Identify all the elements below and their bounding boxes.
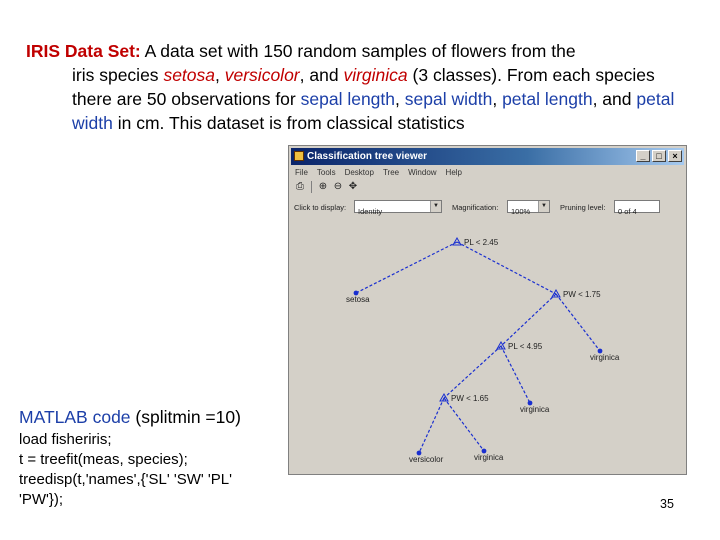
window-title: Classification tree viewer	[307, 151, 428, 162]
tree-canvas[interactable]	[292, 217, 683, 471]
intro-sep-5: , and	[592, 89, 632, 109]
intro-text-1: A data set with 150 random samples of flowers from the	[144, 41, 576, 61]
code-line-3: treedisp(t,'names',{'SL' 'SW' 'PL'	[19, 471, 232, 488]
tree-diagram	[292, 217, 685, 473]
species-versicolor: versicolor	[224, 65, 300, 85]
tree-edge	[501, 346, 530, 403]
menu-tools[interactable]: Tools	[316, 168, 336, 177]
menu-file[interactable]: File	[295, 168, 308, 177]
intro-sep-3: ,	[395, 89, 400, 109]
magnification-value: 100%	[511, 207, 531, 216]
species-setosa: setosa	[163, 65, 215, 85]
intro-sep-2: , and	[299, 65, 339, 85]
leaf-node-label: virginica	[474, 453, 504, 462]
toolbar	[292, 181, 359, 195]
tree-edge	[556, 294, 600, 351]
click-display-select[interactable]	[354, 200, 442, 216]
intro-sep-1: ,	[215, 65, 220, 85]
intro-label: IRIS Data Set:	[26, 41, 141, 61]
zoom-out-icon[interactable]: ⊖	[333, 181, 343, 192]
matlab-code-block	[19, 405, 241, 510]
intro-sep-4: ,	[492, 89, 498, 109]
click-display-label: Click to display:	[294, 203, 347, 212]
leaf-node-label: virginica	[590, 353, 620, 362]
menu-tree[interactable]: Tree	[382, 168, 400, 177]
feature-sepal-length: sepal length	[300, 89, 396, 109]
chevron-down-icon: ▼	[538, 201, 549, 212]
maximize-button[interactable]: □	[652, 150, 666, 162]
intro-text-3: (3 classes). From each species there are 50 observations for	[72, 65, 655, 109]
intro-text-2: iris species	[72, 65, 159, 85]
feature-petal-length: petal length	[502, 89, 593, 109]
menu-help[interactable]: Help	[445, 168, 462, 177]
tree-viewer-window	[288, 145, 687, 475]
tree-edge	[444, 398, 484, 451]
intro-paragraph	[26, 39, 694, 135]
menu-desktop[interactable]: Desktop	[344, 168, 374, 177]
matlab-app-icon	[294, 151, 304, 161]
menu-window[interactable]: Window	[408, 168, 437, 177]
tree-edge	[501, 294, 556, 346]
code-line-4: 'PW'});	[19, 491, 64, 508]
matlab-heading-note: (splitmin =10)	[135, 407, 241, 427]
pruning-level-field[interactable]	[614, 200, 660, 216]
magnification-label: Magnification:	[452, 203, 499, 212]
chevron-down-icon: ▼	[430, 201, 441, 212]
pan-icon[interactable]: ✥	[348, 181, 358, 192]
toolbar-separator	[311, 181, 312, 193]
tree-edge	[356, 242, 457, 293]
split-node-label: PW < 1.75	[563, 290, 601, 299]
menu-bar	[292, 166, 462, 180]
magnification-select[interactable]	[507, 200, 550, 216]
leaf-node-label: versicolor	[409, 455, 444, 464]
feature-petal-width: petal width	[72, 89, 675, 133]
pruning-level-label: Pruning level:	[560, 203, 606, 212]
split-node-marker[interactable]	[453, 238, 461, 245]
leaf-node-label: setosa	[346, 295, 370, 304]
tree-edge	[457, 242, 556, 294]
zoom-in-icon[interactable]: ⊕	[318, 181, 328, 192]
control-row	[292, 198, 683, 216]
tree-edge	[444, 346, 501, 398]
split-node-label: PW < 1.65	[451, 394, 489, 403]
tree-edge	[419, 398, 444, 453]
minimize-button[interactable]: _	[636, 150, 650, 162]
close-button[interactable]: ×	[668, 150, 682, 162]
print-icon[interactable]: ⎙	[296, 181, 304, 192]
intro-text-4: in cm. This dataset is from classical statistics	[117, 113, 465, 133]
split-node-label: PL < 4.95	[508, 342, 543, 351]
code-line-2: t = treefit(meas, species);	[19, 451, 188, 468]
feature-sepal-width: sepal width	[404, 89, 493, 109]
page-number: 35	[660, 497, 674, 511]
species-virginica: virginica	[343, 65, 408, 85]
code-line-1: load fisheriris;	[19, 431, 112, 448]
pruning-level-value: 0 of 4	[618, 207, 637, 216]
window-titlebar[interactable]	[291, 148, 684, 165]
leaf-node-label: virginica	[520, 405, 550, 414]
matlab-heading: MATLAB code	[19, 407, 131, 427]
split-node-label: PL < 2.45	[464, 238, 499, 247]
click-display-value: Identity	[358, 207, 383, 216]
